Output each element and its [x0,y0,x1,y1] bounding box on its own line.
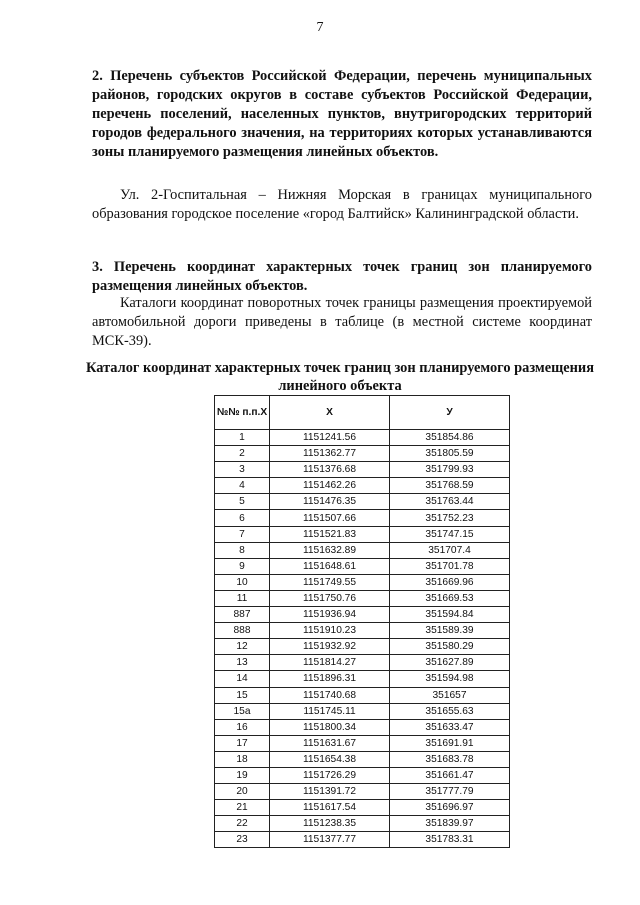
cell-x: 1151241.56 [270,430,390,446]
cell-point-number: 23 [215,832,270,848]
cell-point-number: 18 [215,751,270,767]
cell-y: 351594.84 [390,607,510,623]
table-row [215,494,510,510]
cell-point-number: 9 [215,558,270,574]
catalog-intro-paragraph: Каталоги координат поворотных точек границы размещения проектируемой автомобильной дороги приведены в таблице (в местной системе координат МСК-39). [92,295,592,349]
cell-point-number: 887 [215,607,270,623]
cell-point-number: 22 [215,816,270,832]
table-row [215,719,510,735]
cell-y: 351777.79 [390,784,510,800]
cell-point-number: 6 [215,510,270,526]
section-2-heading: 2. Перечень субъектов Российской Федерации, перечень муниципальных районов, городских округов в составе субъектов Российской Федерации, перечень поселений, населенных пунктов, внутригородских территорий городов федерального значения, на территориях которых устанавливаются зоны планируемого размещения линейных объектов. [92,68,592,160]
cell-y: 351633.47 [390,719,510,735]
section-3-heading: 3. Перечень координат характерных точек границ зон планируемого размещения линейных объектов. [92,259,592,294]
cell-x: 1151617.54 [270,800,390,816]
cell-x: 1151377.77 [270,832,390,848]
cell-y: 351683.78 [390,751,510,767]
cell-x: 1151749.55 [270,574,390,590]
cell-point-number: 10 [215,574,270,590]
table-row [215,590,510,606]
cell-y: 351752.23 [390,510,510,526]
cell-y: 351783.31 [390,832,510,848]
table-row [215,558,510,574]
cell-x: 1151910.23 [270,623,390,639]
cell-x: 1151800.34 [270,719,390,735]
table-row [215,574,510,590]
cell-x: 1151391.72 [270,784,390,800]
cell-x: 1151750.76 [270,590,390,606]
cell-x: 1151462.26 [270,478,390,494]
cell-point-number: 5 [215,494,270,510]
cell-point-number: 3 [215,462,270,478]
cell-y: 351669.96 [390,574,510,590]
cell-point-number: 1 [215,430,270,446]
table-row [215,784,510,800]
cell-y: 351747.15 [390,526,510,542]
cell-x: 1151632.89 [270,542,390,558]
cell-point-number: 19 [215,767,270,783]
table-row [215,430,510,446]
table-row [215,446,510,462]
cell-y: 351805.59 [390,446,510,462]
cell-point-number: 15а [215,703,270,719]
cell-point-number: 14 [215,671,270,687]
header-y: У [390,396,510,430]
table-row [215,735,510,751]
table-row [215,671,510,687]
cell-y: 351669.53 [390,590,510,606]
cell-y: 351655.63 [390,703,510,719]
cell-x: 1151896.31 [270,671,390,687]
cell-y: 351696.97 [390,800,510,816]
cell-point-number: 15 [215,687,270,703]
cell-y: 351594.98 [390,671,510,687]
table-row [215,832,510,848]
table-row [215,639,510,655]
cell-point-number: 11 [215,590,270,606]
location-paragraph: Ул. 2-Госпитальная – Нижняя Морская в границах муниципального образования городское поселение «город Балтийск» Калининградской области. [92,187,592,222]
cell-x: 1151521.83 [270,526,390,542]
cell-y: 351589.39 [390,623,510,639]
table-row [215,687,510,703]
cell-point-number: 2 [215,446,270,462]
cell-point-number: 888 [215,623,270,639]
cell-y: 351768.59 [390,478,510,494]
cell-y: 351657 [390,687,510,703]
header-x: X [270,396,390,430]
cell-x: 1151745.11 [270,703,390,719]
table-row [215,510,510,526]
cell-x: 1151238.35 [270,816,390,832]
cell-x: 1151376.68 [270,462,390,478]
cell-y: 351580.29 [390,639,510,655]
cell-point-number: 21 [215,800,270,816]
table-row [215,767,510,783]
cell-y: 351799.93 [390,462,510,478]
table-row [215,607,510,623]
cell-x: 1151654.38 [270,751,390,767]
table-row [215,623,510,639]
table-row [215,462,510,478]
cell-point-number: 12 [215,639,270,655]
cell-y: 351839.97 [390,816,510,832]
cell-x: 1151932.92 [270,639,390,655]
table-row [215,800,510,816]
cell-x: 1151814.27 [270,655,390,671]
table-row [215,526,510,542]
cell-x: 1151476.35 [270,494,390,510]
cell-y: 351854.86 [390,430,510,446]
cell-y: 351691.91 [390,735,510,751]
cell-point-number: 20 [215,784,270,800]
cell-y: 351701.78 [390,558,510,574]
page-number: 7 [316,20,324,35]
cell-point-number: 7 [215,526,270,542]
cell-x: 1151936.94 [270,607,390,623]
table-header-row [215,396,510,430]
table-row [215,478,510,494]
cell-x: 1151648.61 [270,558,390,574]
table-row [215,542,510,558]
header-number: №№ п.п.Х [215,396,270,430]
cell-x: 1151362.77 [270,446,390,462]
cell-point-number: 16 [215,719,270,735]
cell-point-number: 13 [215,655,270,671]
cell-x: 1151631.67 [270,735,390,751]
cell-y: 351707.4 [390,542,510,558]
cell-point-number: 17 [215,735,270,751]
table-row [215,816,510,832]
cell-point-number: 8 [215,542,270,558]
cell-point-number: 4 [215,478,270,494]
cell-y: 351627.89 [390,655,510,671]
cell-y: 351763.44 [390,494,510,510]
coordinates-table [214,395,510,848]
table-row [215,655,510,671]
table-row [215,751,510,767]
cell-x: 1151740.68 [270,687,390,703]
table-row [215,703,510,719]
cell-x: 1151507.66 [270,510,390,526]
table-title: Каталог координат характерных точек границ зон планируемого размещения линейного объекта [86,360,594,394]
cell-x: 1151726.29 [270,767,390,783]
cell-y: 351661.47 [390,767,510,783]
